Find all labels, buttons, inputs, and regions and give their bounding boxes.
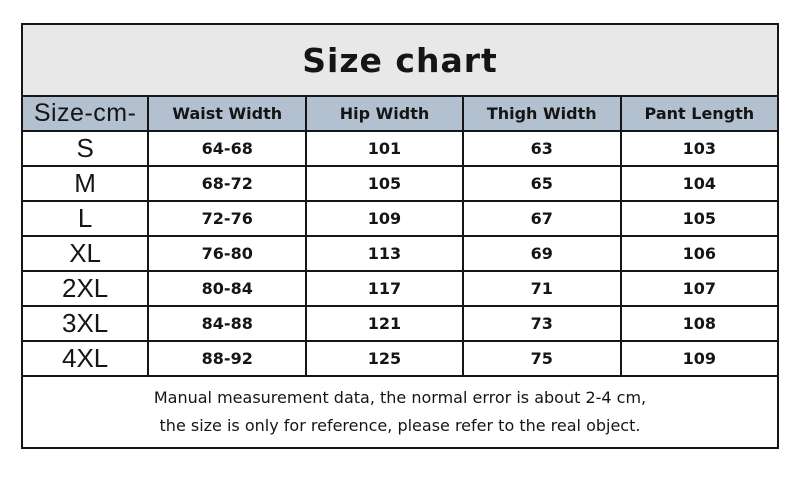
hip-width-value: 113 [306,236,462,271]
size-label: 2XL [22,271,148,306]
size-chart-table [21,23,779,449]
hip-width-value: 105 [306,166,462,201]
title-row [22,24,778,96]
pant-length-value: 106 [621,236,778,271]
hip-width-value: 109 [306,201,462,236]
measurement-note [22,376,778,448]
waist-width-value: 80-84 [148,271,306,306]
thigh-width-value: 73 [463,306,621,341]
table-row-xl [22,236,778,271]
pant-length-value: 104 [621,166,778,201]
pant-length-value: 103 [621,131,778,166]
column-header-thigh-width: Thigh Width [463,96,621,131]
column-header-size: Size-cm- [22,96,148,131]
pant-length-value: 105 [621,201,778,236]
waist-width-value: 84-88 [148,306,306,341]
waist-width-value: 76-80 [148,236,306,271]
column-header-waist-width: Waist Width [148,96,306,131]
size-label: L [22,201,148,236]
table-row-4xl [22,341,778,376]
thigh-width-value: 67 [463,201,621,236]
column-header-hip-width: Hip Width [306,96,462,131]
pant-length-value: 108 [621,306,778,341]
table-row-3xl [22,306,778,341]
hip-width-value: 117 [306,271,462,306]
size-label: 4XL [22,341,148,376]
note-line-1: Manual measurement data, the normal error is about 2-4 cm, [153,388,647,407]
waist-width-value: 64-68 [148,131,306,166]
thigh-width-value: 75 [463,341,621,376]
waist-width-value: 88-92 [148,341,306,376]
size-label: XL [22,236,148,271]
thigh-width-value: 71 [463,271,621,306]
note-line-2: the size is only for reference, please refer to the real object. [159,416,641,435]
size-label: S [22,131,148,166]
pant-length-value: 109 [621,341,778,376]
size-label: M [22,166,148,201]
table-row-2xl [22,271,778,306]
thigh-width-value: 63 [463,131,621,166]
waist-width-value: 68-72 [148,166,306,201]
hip-width-value: 121 [306,306,462,341]
page-title: Size chart [22,24,778,96]
column-header-pant-length: Pant Length [621,96,778,131]
hip-width-value: 125 [306,341,462,376]
footer-row [22,376,778,448]
table-header-row [22,96,778,131]
size-label: 3XL [22,306,148,341]
hip-width-value: 101 [306,131,462,166]
pant-length-value: 107 [621,271,778,306]
table-row-s [22,131,778,166]
thigh-width-value: 69 [463,236,621,271]
waist-width-value: 72-76 [148,201,306,236]
table-row-m [22,166,778,201]
thigh-width-value: 65 [463,166,621,201]
table-row-l [22,201,778,236]
